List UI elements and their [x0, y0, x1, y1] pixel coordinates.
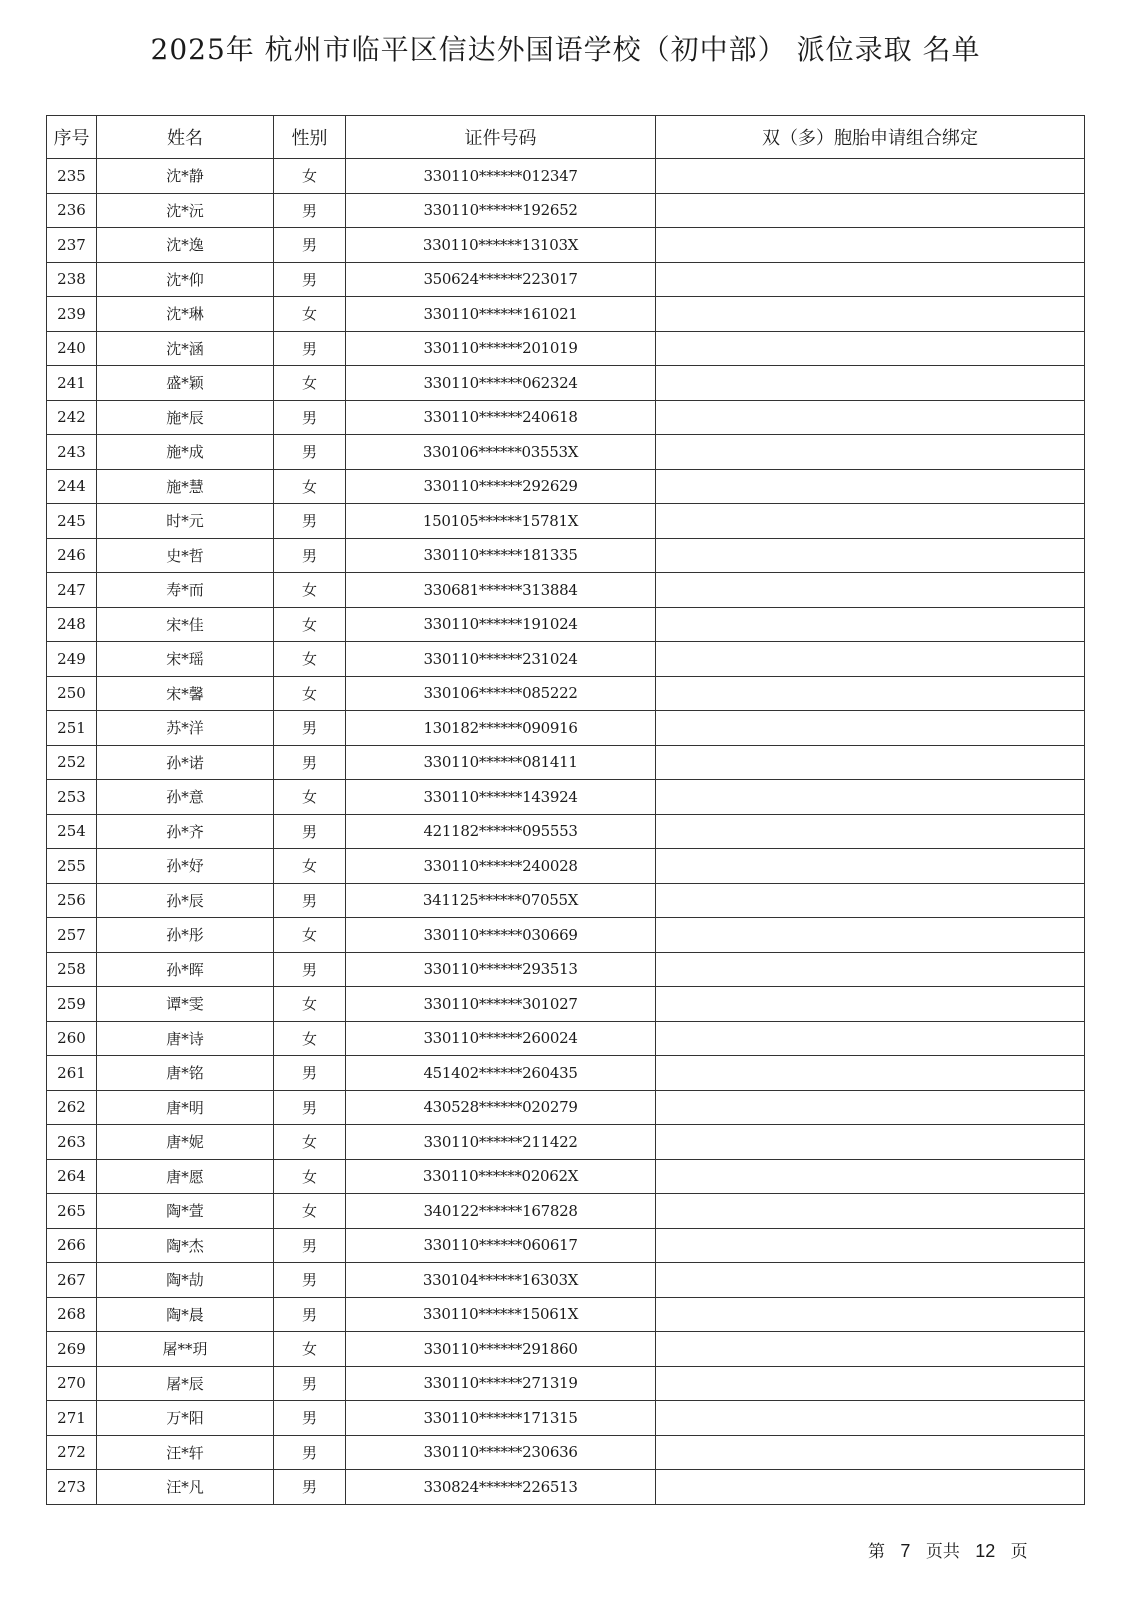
cell-name: 苏*洋	[97, 711, 274, 746]
cell-name: 陶*杰	[97, 1228, 274, 1263]
cell-gender: 男	[274, 814, 346, 849]
cell-binding	[656, 780, 1085, 815]
cell-binding	[656, 1194, 1085, 1229]
table-row	[47, 642, 1085, 677]
table-row	[47, 849, 1085, 884]
cell-binding	[656, 469, 1085, 504]
cell-name: 孙*彤	[97, 918, 274, 953]
cell-binding	[656, 849, 1085, 884]
cell-no: 239	[47, 297, 97, 332]
cell-no: 258	[47, 952, 97, 987]
cell-gender: 女	[274, 1332, 346, 1367]
cell-binding	[656, 400, 1085, 435]
cell-name: 谭*雯	[97, 987, 274, 1022]
cell-binding	[656, 642, 1085, 677]
cell-name: 万*阳	[97, 1401, 274, 1436]
cell-gender: 女	[274, 780, 346, 815]
header-no: 序号	[47, 116, 97, 159]
cell-binding	[656, 366, 1085, 401]
cell-id: 330106******03553X	[346, 435, 656, 470]
cell-name: 唐*妮	[97, 1125, 274, 1160]
table-row	[47, 1021, 1085, 1056]
cell-id: 330106******085222	[346, 676, 656, 711]
cell-id: 330110******161021	[346, 297, 656, 332]
cell-name: 屠*辰	[97, 1366, 274, 1401]
table-row	[47, 1470, 1085, 1505]
header-id: 证件号码	[346, 116, 656, 159]
cell-gender: 男	[274, 262, 346, 297]
cell-name: 史*哲	[97, 538, 274, 573]
cell-id: 330104******16303X	[346, 1263, 656, 1298]
cell-no: 254	[47, 814, 97, 849]
cell-binding	[656, 228, 1085, 263]
cell-no: 257	[47, 918, 97, 953]
cell-gender: 女	[274, 366, 346, 401]
cell-binding	[656, 676, 1085, 711]
cell-gender: 男	[274, 1401, 346, 1436]
cell-name: 孙*辰	[97, 883, 274, 918]
table-row	[47, 883, 1085, 918]
cell-name: 孙*齐	[97, 814, 274, 849]
cell-gender: 女	[274, 676, 346, 711]
cell-id: 130182******090916	[346, 711, 656, 746]
cell-gender: 男	[274, 331, 346, 366]
table-row	[47, 987, 1085, 1022]
table-row	[47, 918, 1085, 953]
footer-middle: 页共	[925, 1542, 960, 1562]
cell-id: 451402******260435	[346, 1056, 656, 1091]
cell-name: 沈*涵	[97, 331, 274, 366]
cell-id: 330110******211422	[346, 1125, 656, 1160]
cell-gender: 女	[274, 607, 346, 642]
cell-gender: 女	[274, 297, 346, 332]
cell-name: 孙*妤	[97, 849, 274, 884]
cell-name: 盛*颖	[97, 366, 274, 401]
table-row	[47, 469, 1085, 504]
cell-name: 施*成	[97, 435, 274, 470]
table-row	[47, 1194, 1085, 1229]
cell-gender: 女	[274, 469, 346, 504]
cell-gender: 男	[274, 193, 346, 228]
cell-binding	[656, 711, 1085, 746]
cell-id: 330110******191024	[346, 607, 656, 642]
cell-id: 330110******062324	[346, 366, 656, 401]
cell-binding	[656, 1297, 1085, 1332]
cell-id: 330110******201019	[346, 331, 656, 366]
cell-no: 247	[47, 573, 97, 608]
table-row	[47, 1401, 1085, 1436]
cell-binding	[656, 918, 1085, 953]
table-row	[47, 814, 1085, 849]
cell-name: 孙*意	[97, 780, 274, 815]
cell-name: 沈*逸	[97, 228, 274, 263]
cell-no: 235	[47, 159, 97, 194]
cell-no: 266	[47, 1228, 97, 1263]
cell-binding	[656, 987, 1085, 1022]
page-footer	[868, 1537, 1028, 1562]
cell-name: 宋*馨	[97, 676, 274, 711]
cell-no: 273	[47, 1470, 97, 1505]
cell-binding	[656, 573, 1085, 608]
cell-binding	[656, 262, 1085, 297]
cell-id: 330110******192652	[346, 193, 656, 228]
cell-no: 237	[47, 228, 97, 263]
cell-gender: 男	[274, 1470, 346, 1505]
cell-no: 264	[47, 1159, 97, 1194]
cell-no: 260	[47, 1021, 97, 1056]
cell-name: 陶*萱	[97, 1194, 274, 1229]
current-page-number: 7	[900, 1541, 911, 1561]
table-row	[47, 435, 1085, 470]
cell-name: 宋*瑶	[97, 642, 274, 677]
table-row	[47, 1159, 1085, 1194]
cell-binding	[656, 1090, 1085, 1125]
cell-binding	[656, 1021, 1085, 1056]
cell-name: 宋*佳	[97, 607, 274, 642]
cell-id: 330110******171315	[346, 1401, 656, 1436]
cell-id: 330110******301027	[346, 987, 656, 1022]
cell-no: 262	[47, 1090, 97, 1125]
cell-no: 243	[47, 435, 97, 470]
cell-gender: 男	[274, 745, 346, 780]
cell-binding	[656, 952, 1085, 987]
cell-id: 330110******012347	[346, 159, 656, 194]
cell-gender: 男	[274, 1228, 346, 1263]
table-row	[47, 745, 1085, 780]
cell-gender: 男	[274, 952, 346, 987]
table-row	[47, 1056, 1085, 1091]
cell-name: 陶*劼	[97, 1263, 274, 1298]
cell-id: 330110******231024	[346, 642, 656, 677]
cell-binding	[656, 1470, 1085, 1505]
cell-binding	[656, 814, 1085, 849]
cell-binding	[656, 883, 1085, 918]
cell-name: 孙*晖	[97, 952, 274, 987]
cell-gender: 男	[274, 435, 346, 470]
cell-no: 269	[47, 1332, 97, 1367]
cell-binding	[656, 1401, 1085, 1436]
page-title: 2025年 杭州市临平区信达外国语学校（初中部） 派位录取 名单	[150, 33, 981, 66]
cell-gender: 男	[274, 711, 346, 746]
cell-id: 330110******181335	[346, 538, 656, 573]
cell-binding	[656, 1159, 1085, 1194]
cell-no: 268	[47, 1297, 97, 1332]
cell-name: 寿*而	[97, 573, 274, 608]
cell-no: 245	[47, 504, 97, 539]
cell-gender: 男	[274, 538, 346, 573]
table-row	[47, 538, 1085, 573]
cell-gender: 男	[274, 1263, 346, 1298]
cell-binding	[656, 331, 1085, 366]
cell-name: 沈*静	[97, 159, 274, 194]
cell-binding	[656, 745, 1085, 780]
cell-no: 272	[47, 1435, 97, 1470]
cell-name: 沈*仰	[97, 262, 274, 297]
cell-id: 340122******167828	[346, 1194, 656, 1229]
cell-id: 330110******271319	[346, 1366, 656, 1401]
cell-name: 唐*诗	[97, 1021, 274, 1056]
cell-binding	[656, 193, 1085, 228]
table-row	[47, 676, 1085, 711]
header-gender: 性别	[274, 116, 346, 159]
cell-no: 263	[47, 1125, 97, 1160]
cell-id: 421182******095553	[346, 814, 656, 849]
cell-gender: 男	[274, 400, 346, 435]
cell-gender: 女	[274, 987, 346, 1022]
cell-name: 孙*诺	[97, 745, 274, 780]
cell-no: 265	[47, 1194, 97, 1229]
cell-no: 267	[47, 1263, 97, 1298]
cell-name: 唐*愿	[97, 1159, 274, 1194]
cell-gender: 男	[274, 1090, 346, 1125]
cell-binding	[656, 1435, 1085, 1470]
table-row	[47, 1366, 1085, 1401]
cell-binding	[656, 607, 1085, 642]
table-row	[47, 1125, 1085, 1160]
table-row	[47, 504, 1085, 539]
cell-id: 330110******13103X	[346, 228, 656, 263]
table-row	[47, 366, 1085, 401]
cell-name: 屠**玥	[97, 1332, 274, 1367]
cell-id: 330110******240028	[346, 849, 656, 884]
cell-gender: 女	[274, 642, 346, 677]
cell-binding	[656, 504, 1085, 539]
cell-gender: 男	[274, 1297, 346, 1332]
cell-no: 238	[47, 262, 97, 297]
cell-no: 253	[47, 780, 97, 815]
cell-name: 施*慧	[97, 469, 274, 504]
cell-gender: 女	[274, 573, 346, 608]
table-row	[47, 159, 1085, 194]
cell-no: 255	[47, 849, 97, 884]
cell-no: 256	[47, 883, 97, 918]
table-row	[47, 1090, 1085, 1125]
cell-id: 350624******223017	[346, 262, 656, 297]
footer-prefix: 第	[868, 1542, 885, 1562]
table-row	[47, 228, 1085, 263]
cell-name: 唐*铭	[97, 1056, 274, 1091]
table-row	[47, 711, 1085, 746]
cell-binding	[656, 297, 1085, 332]
cell-gender: 男	[274, 1435, 346, 1470]
table-row	[47, 400, 1085, 435]
cell-no: 271	[47, 1401, 97, 1436]
table-row	[47, 1435, 1085, 1470]
cell-gender: 男	[274, 504, 346, 539]
cell-id: 330110******030669	[346, 918, 656, 953]
cell-id: 330110******230636	[346, 1435, 656, 1470]
cell-no: 251	[47, 711, 97, 746]
table-header-row	[47, 116, 1085, 159]
cell-id: 330110******081411	[346, 745, 656, 780]
cell-id: 341125******07055X	[346, 883, 656, 918]
cell-gender: 女	[274, 1125, 346, 1160]
cell-binding	[656, 1332, 1085, 1367]
table-body	[47, 159, 1085, 1505]
cell-no: 240	[47, 331, 97, 366]
cell-no: 259	[47, 987, 97, 1022]
table-row	[47, 331, 1085, 366]
table-row	[47, 573, 1085, 608]
cell-gender: 男	[274, 883, 346, 918]
table-row	[47, 262, 1085, 297]
cell-id: 330110******15061X	[346, 1297, 656, 1332]
cell-id: 330681******313884	[346, 573, 656, 608]
table-row	[47, 780, 1085, 815]
header-name: 姓名	[97, 116, 274, 159]
cell-no: 248	[47, 607, 97, 642]
cell-gender: 女	[274, 918, 346, 953]
table-row	[47, 193, 1085, 228]
cell-name: 施*辰	[97, 400, 274, 435]
cell-gender: 男	[274, 228, 346, 263]
cell-binding	[656, 1228, 1085, 1263]
cell-no: 236	[47, 193, 97, 228]
cell-id: 150105******15781X	[346, 504, 656, 539]
cell-id: 330110******293513	[346, 952, 656, 987]
table-row	[47, 1263, 1085, 1298]
header-binding: 双（多）胞胎申请组合绑定	[656, 116, 1085, 159]
footer-suffix: 页	[1010, 1542, 1028, 1562]
cell-gender: 女	[274, 849, 346, 884]
table-row	[47, 1297, 1085, 1332]
cell-name: 汪*轩	[97, 1435, 274, 1470]
cell-binding	[656, 1263, 1085, 1298]
cell-id: 330110******143924	[346, 780, 656, 815]
cell-binding	[656, 538, 1085, 573]
cell-gender: 女	[274, 1194, 346, 1229]
cell-no: 250	[47, 676, 97, 711]
table-row	[47, 1332, 1085, 1367]
cell-binding	[656, 1125, 1085, 1160]
cell-id: 430528******020279	[346, 1090, 656, 1125]
cell-no: 241	[47, 366, 97, 401]
cell-gender: 女	[274, 1159, 346, 1194]
cell-name: 汪*凡	[97, 1470, 274, 1505]
cell-id: 330110******240618	[346, 400, 656, 435]
cell-name: 沈*琳	[97, 297, 274, 332]
cell-id: 330824******226513	[346, 1470, 656, 1505]
cell-name: 唐*明	[97, 1090, 274, 1125]
cell-no: 249	[47, 642, 97, 677]
cell-binding	[656, 1366, 1085, 1401]
cell-gender: 男	[274, 1056, 346, 1091]
cell-binding	[656, 159, 1085, 194]
cell-name: 时*元	[97, 504, 274, 539]
table-row	[47, 1228, 1085, 1263]
cell-id: 330110******291860	[346, 1332, 656, 1367]
cell-id: 330110******292629	[346, 469, 656, 504]
cell-no: 246	[47, 538, 97, 573]
total-pages-number: 12	[975, 1541, 996, 1561]
cell-binding	[656, 435, 1085, 470]
cell-name: 沈*沅	[97, 193, 274, 228]
cell-binding	[656, 1056, 1085, 1091]
cell-name: 陶*晨	[97, 1297, 274, 1332]
cell-no: 244	[47, 469, 97, 504]
cell-no: 261	[47, 1056, 97, 1091]
table-row	[47, 952, 1085, 987]
cell-id: 330110******260024	[346, 1021, 656, 1056]
cell-no: 252	[47, 745, 97, 780]
cell-gender: 女	[274, 1021, 346, 1056]
table-row	[47, 607, 1085, 642]
cell-gender: 女	[274, 159, 346, 194]
cell-id: 330110******060617	[346, 1228, 656, 1263]
cell-gender: 男	[274, 1366, 346, 1401]
admission-table	[46, 115, 1085, 1505]
cell-no: 242	[47, 400, 97, 435]
table-row	[47, 297, 1085, 332]
cell-no: 270	[47, 1366, 97, 1401]
cell-id: 330110******02062X	[346, 1159, 656, 1194]
